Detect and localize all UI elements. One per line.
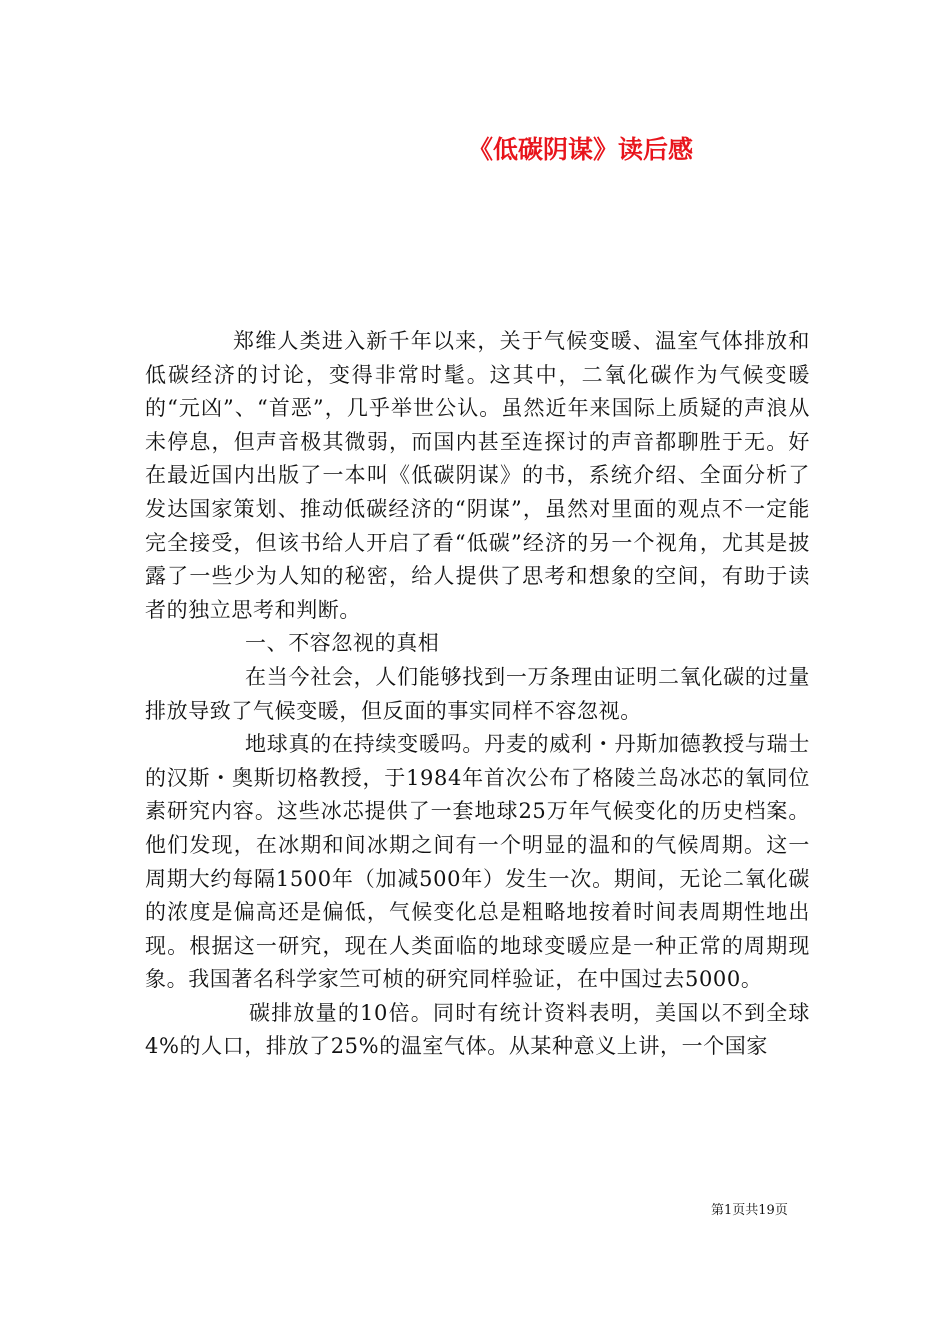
page-number-footer: 第1页共19页 — [711, 1203, 788, 1218]
paragraph-intro: 郑维人类进入新千年以来，关于气候变暖、温室气体排放和低碳经济的讨论，变得非常时髦。这其中，二氧化碳作为气候变暖的“元凶”、“首恶”，几乎举世公认。虽然近年来国际上质疑的声浪从未停息，但声音极其微弱，而国内甚至连探讨的声音都聊胜于无。好在最近国内出版了一本叫《低碳阴谋》的书，系统介绍、全面分析了发达国家策划、推动低碳经济的“阴谋”，虽然对里面的观点不一定能完全接受，但该书给人开启了看“低碳”经济的另一个视角，尤其是披露了一些少为人知的秘密，给人提供了思考和想象的空间，有助于读者的独立思考和判断。 — [145, 329, 810, 622]
section-heading: 一、不容忽视的真相 — [245, 631, 440, 656]
document-title: 《低碳阴谋》读后感 — [468, 135, 694, 164]
paragraph-warming: 地球真的在持续变暖吗。丹麦的威利・丹斯加德教授与瑞士的汉斯・奥斯切格教授，于1984年首次公布了格陵兰岛冰芯的氧同位素研究内容。这些冰芯提供了一套地球25万年气候变化的历史档案。他们发现，在冰期和间冰期之间有一个明显的温和的气候周期。这一周期大约每隔1500年（加减500年）发生一次。期间，无论二氧化碳的浓度是偏高还是偏低，气候变化总是粗略地按着时间表周期性地出现。根据这一研究，现在人类面临的地球变暖应是一种正常的周期现象。我国著名科学家竺可桢的研究同样验证，在中国过去5000。 — [145, 732, 810, 992]
paragraph-emissions: 碳排放量的10倍。同时有统计资料表明，美国以不到全球4%的人口，排放了25%的温室气体。从某种意义上讲，一个国家 — [145, 1000, 810, 1059]
paragraph-truth: 在当今社会，人们能够找到一万条理由证明二氧化碳的过量排放导致了气候变暖，但反面的事实同样不容忽视。 — [145, 664, 810, 723]
document-body — [145, 325, 810, 1064]
